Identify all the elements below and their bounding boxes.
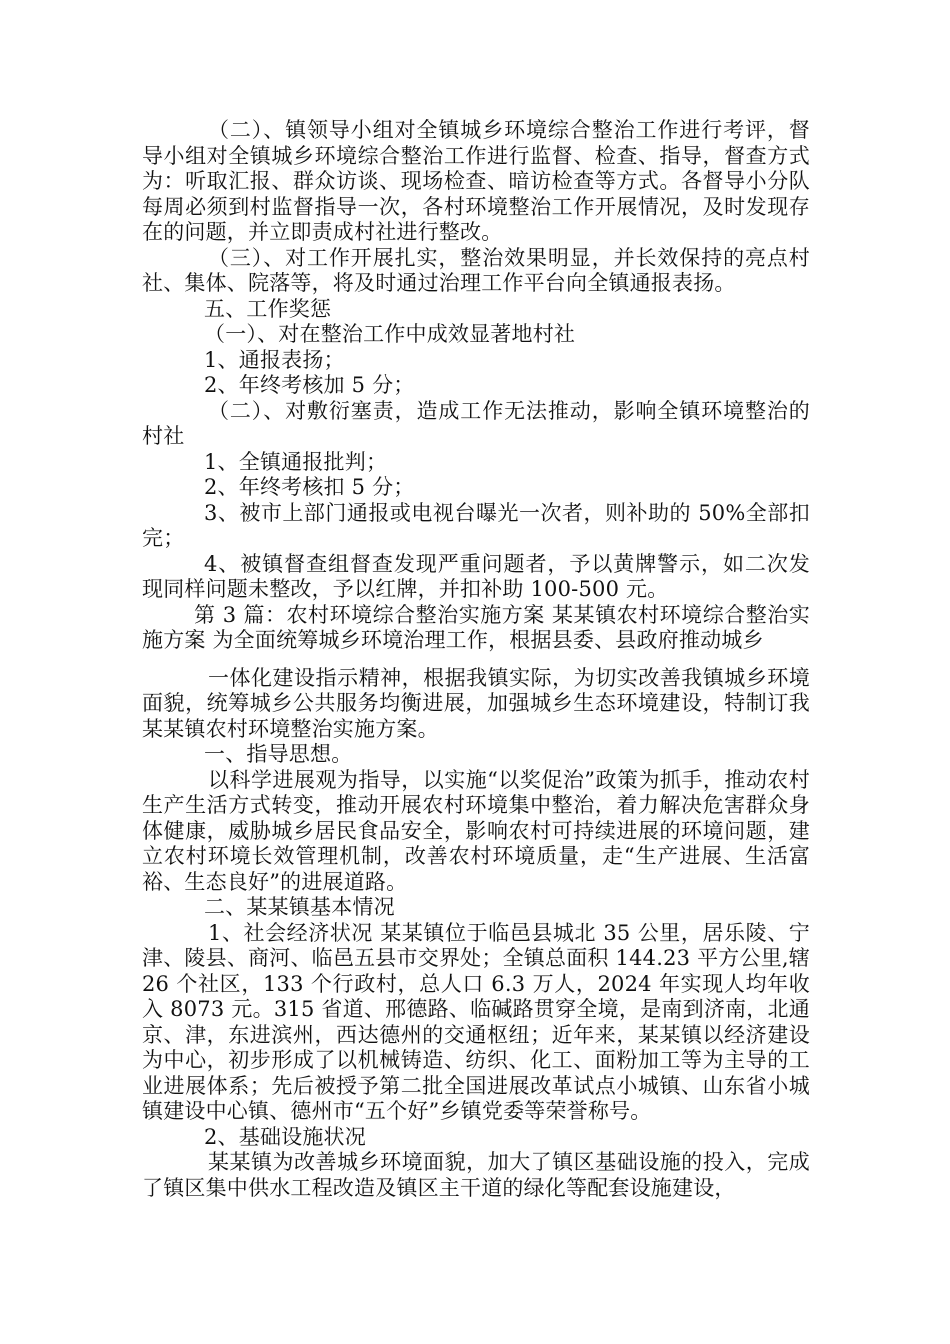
section-heading-rewards-penalties: 五、工作奖惩	[204, 296, 332, 321]
list-item-penalty-4: 4、被镇督查组督查发现严重问题者，予以黄牌警示，如二次发现同样问题未整改，予以红牌，并扣补助 100-500 元。	[142, 551, 810, 601]
list-item-penalty-2: 2、年终考核扣 5 分；	[204, 475, 415, 499]
list-item-penalty-1: 1、全镇通报批判；	[204, 449, 388, 474]
list-item-penalty-3: 3、被市上部门通报或电视台曝光一次者，则补助的 50%全部扣完；	[142, 500, 810, 550]
document-body	[142, 118, 810, 1201]
section-heading-infrastructure: 2、基础设施状况	[204, 1124, 366, 1149]
paragraph-socioeconomic-status: 1、社会经济状况 某某镇位于临邑县城北 35 公里，居乐陵、宁津、陵县、商河、临邑五县市交界处；全镇总面积 144.23 平方公里,辖 26 个社区，133 个行政村，总人口 6.3 万人，2024 年实现人均年收入 8073 元。315 省道、邢德路、临碱路贯穿全境，是南到济南，北通京、津，东进滨州，西达德州的交通枢纽；近年来，某某镇以经济建设为中心，初步形成了以机械铸造、纺织、化工、面粉加工等为主导的工业进展体系；先后被授予第二批全国进展改革试点小城镇、山东省小城镇建设中心镇、德州市“五个好”乡镇党委等荣誉称号。	[142, 920, 810, 1123]
list-item-reward-2: 2、年终考核加 5 分；	[204, 373, 415, 397]
paragraph-integration-intro: 一体化建设指示精神，根据我镇实际，为切实改善我镇城乡环境面貌，统筹城乡公共服务均衡进展，加强城乡生态环境建设，特制订我某某镇农村环境整治实施方案。	[142, 665, 810, 741]
paragraph-chapter-3-title: 第 3 篇：农村环境综合整治实施方案 某某镇农村环境综合整治实施方案 为全面统筹城乡环境治理工作，根据县委、县政府推动城乡	[142, 602, 810, 652]
paragraph-praise-model-villages: （三）、对工作开展扎实，整治效果明显，并长效保持的亮点村社、集体、院落等，将及时通过治理工作平台向全镇通报表扬。	[142, 245, 810, 295]
list-item-reward-1: 1、通报表扬；	[204, 347, 345, 372]
paragraph-reward-category: （一）、对在整治工作中成效显著地村社	[204, 322, 576, 346]
paragraph-penalty-category: （二）、对敷衍塞责，造成工作无法推动，影响全镇环境整治的村社	[142, 398, 810, 448]
section-heading-town-overview: 二、某某镇基本情况	[204, 895, 395, 919]
paragraph-guiding-ideology: 以科学进展观为指导，以实施“以奖促治”政策为抓手，推动农村生产生活方式转变，推动开展农村环境集中整治，着力解决危害群众身体健康，威胁城乡居民食品安全，影响农村可持续进展的环境问题，建立农村环境长效管理机制，改善农村环境质量，走“生产进展、生活富裕、生态良好”的进展道路。	[142, 767, 810, 894]
paragraph-inspection-evaluation: （二）、镇领导小组对全镇城乡环境综合整治工作进行考评，督导小组对全镇城乡环境综合整治工作进行监督、检查、指导，督查方式为：听取汇报、群众访谈、现场检查、暗访检查等方式。各督导小分队每周必须到村监督指导一次，各村环境整治工作开展情况，及时发现存在的问题，并立即责成村社进行整改。	[142, 118, 810, 244]
section-heading-guiding-ideology: 一、指导思想。	[204, 742, 353, 766]
paragraph-infrastructure: 某某镇为改善城乡环境面貌，加大了镇区基础设施的投入，完成了镇区集中供水工程改造及镇区主干道的绿化等配套设施建设，	[142, 1150, 810, 1200]
